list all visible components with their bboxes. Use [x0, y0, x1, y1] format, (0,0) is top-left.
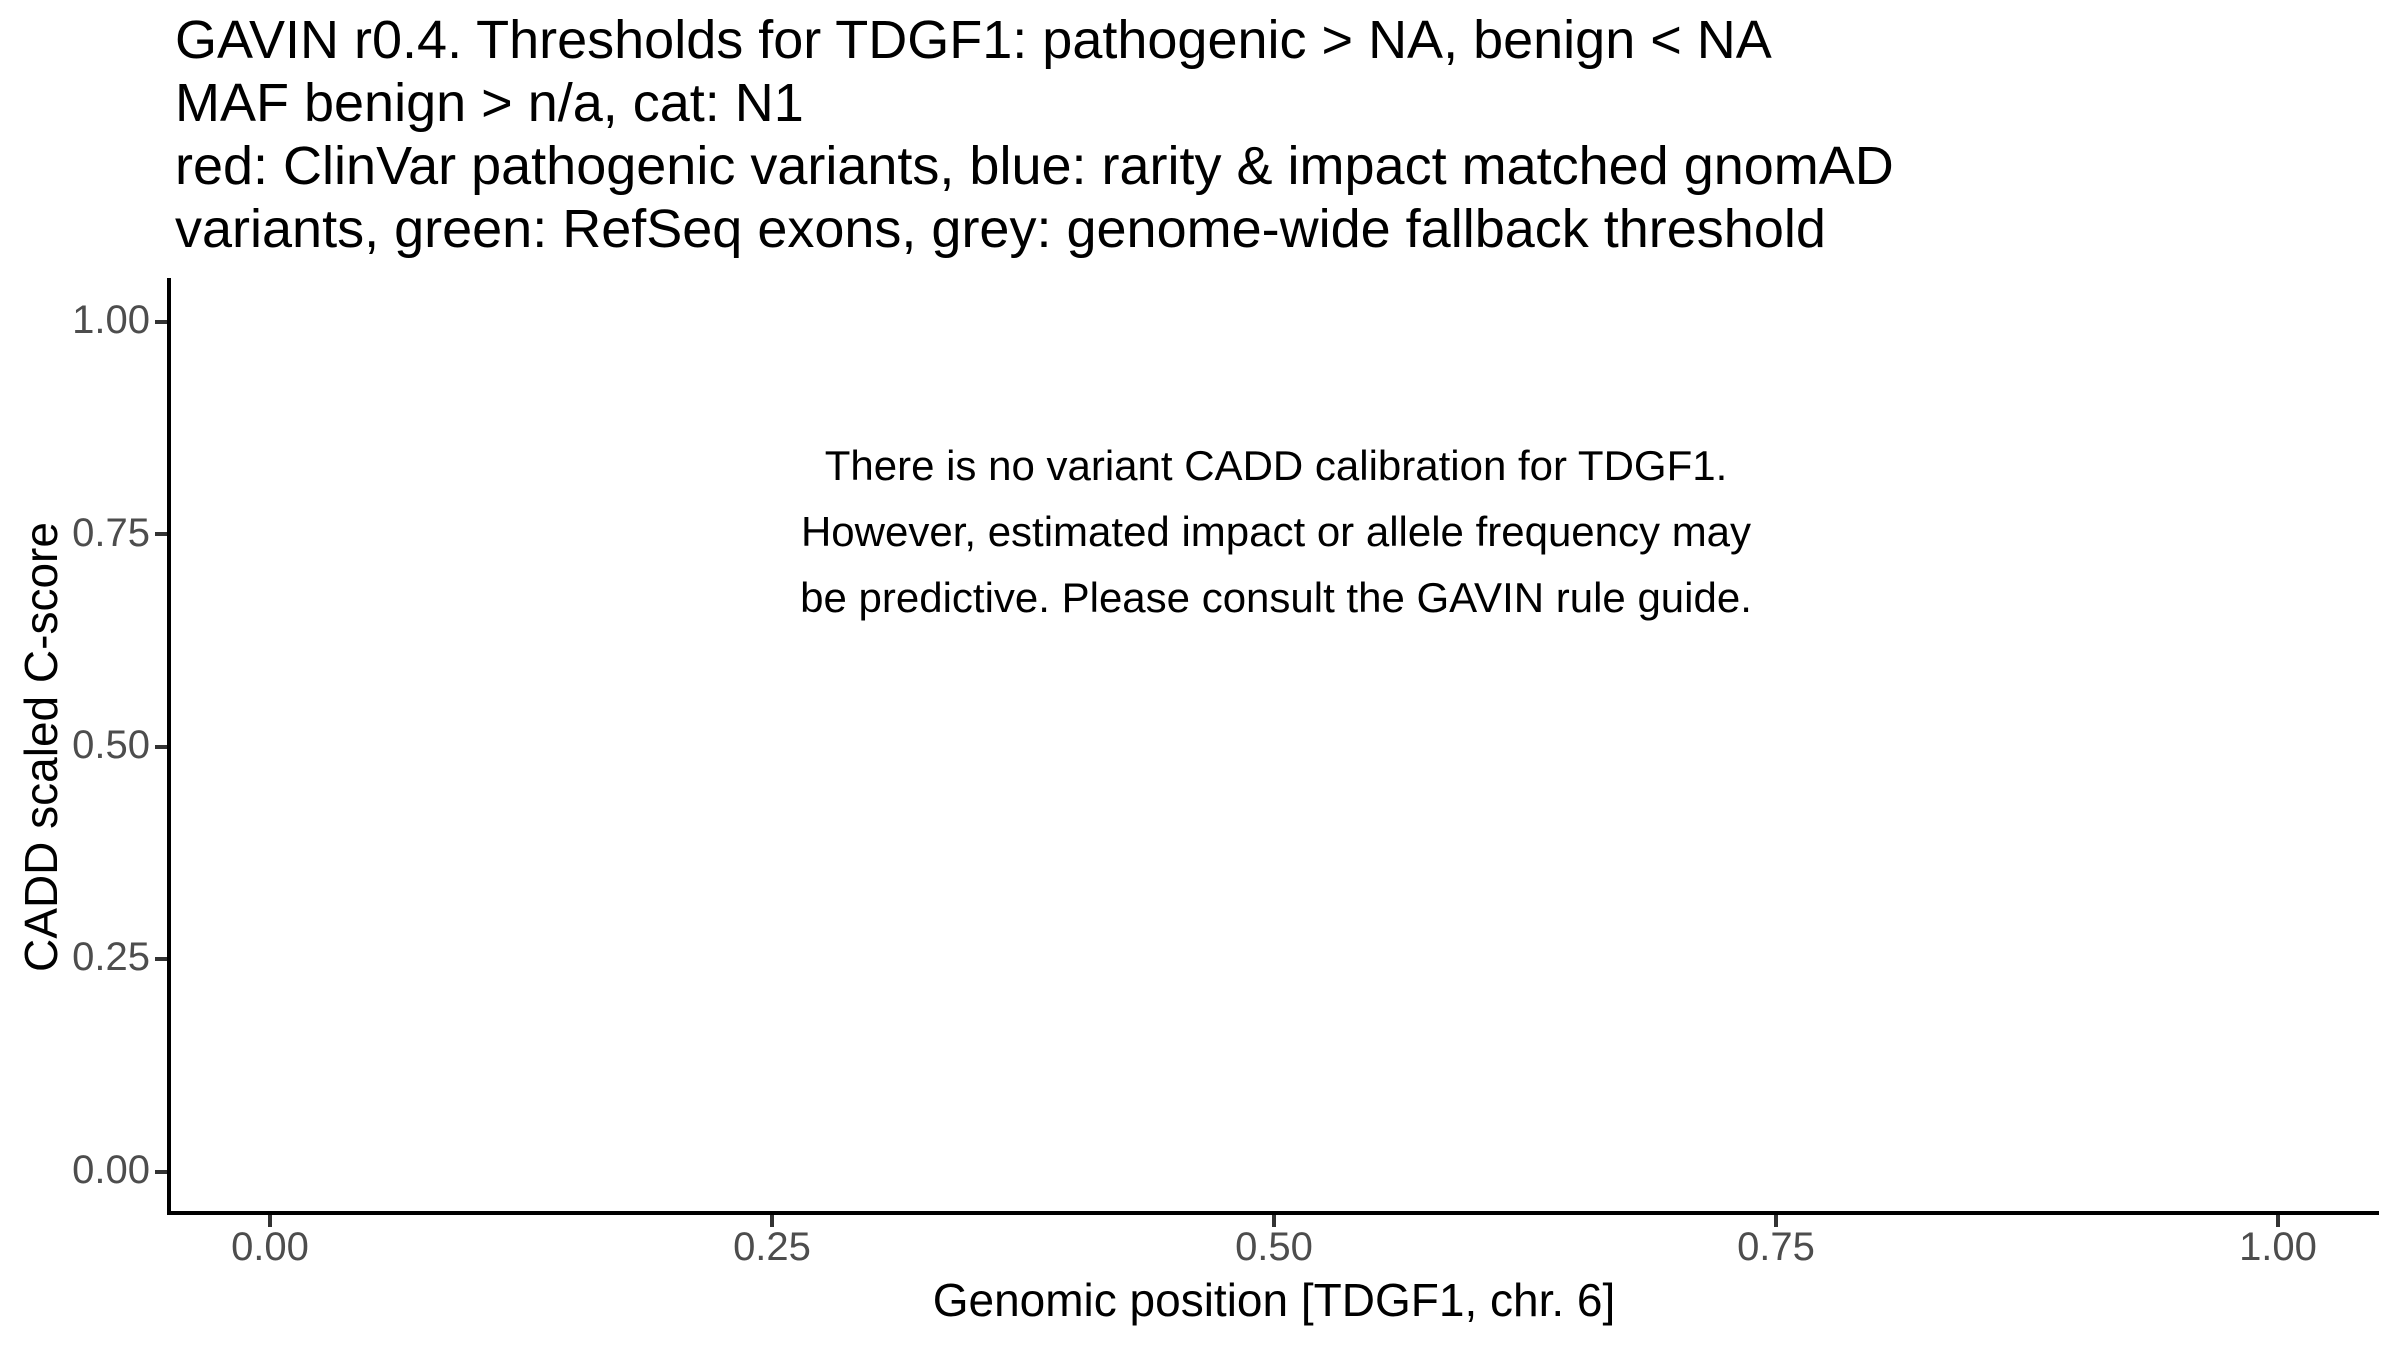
chart-title-line-3: red: ClinVar pathogenic variants, blue: rarity & impact matched gnomAD	[175, 136, 1894, 196]
y-tick-label: 0.00	[72, 1148, 150, 1192]
annotation-line-2: However, estimated impact or allele frequency may	[800, 508, 1752, 555]
annotation-line-1: There is no variant CADD calibration for TDGF1.	[824, 442, 1728, 489]
y-axis-line	[167, 278, 171, 1215]
chart-title	[175, 9, 1894, 261]
y-tick-mark	[155, 320, 167, 324]
x-tick-label: 0.50	[1235, 1225, 1313, 1269]
y-tick-mark	[155, 1170, 167, 1174]
x-axis-title: Genomic position [TDGF1, chr. 6]	[932, 1274, 1616, 1326]
no-calibration-annotation	[576, 433, 1976, 631]
x-tick-label: 0.00	[231, 1225, 309, 1269]
chart-title-line-2: MAF benign > n/a, cat: N1	[175, 73, 804, 133]
y-tick-mark	[155, 957, 167, 961]
chart-title-line-4: variants, green: RefSeq exons, grey: genome-wide fallback threshold	[175, 199, 1826, 259]
chart-title-line-1: GAVIN r0.4. Thresholds for TDGF1: pathogenic > NA, benign < NA	[175, 10, 1772, 70]
x-tick-label: 0.75	[1737, 1225, 1815, 1269]
y-tick-label: 0.50	[72, 723, 150, 767]
plot-area	[171, 278, 2378, 1211]
y-tick-label: 0.75	[72, 511, 150, 555]
x-tick-label: 0.25	[733, 1225, 811, 1269]
annotation-line-3: be predictive. Please consult the GAVIN rule guide.	[800, 574, 1752, 621]
y-tick-mark	[155, 745, 167, 749]
y-tick-label: 0.25	[72, 935, 150, 979]
y-tick-mark	[155, 532, 167, 536]
y-tick-label: 1.00	[72, 298, 150, 342]
x-tick-label: 1.00	[2239, 1225, 2317, 1269]
y-axis-title: CADD scaled C-score	[15, 522, 67, 972]
